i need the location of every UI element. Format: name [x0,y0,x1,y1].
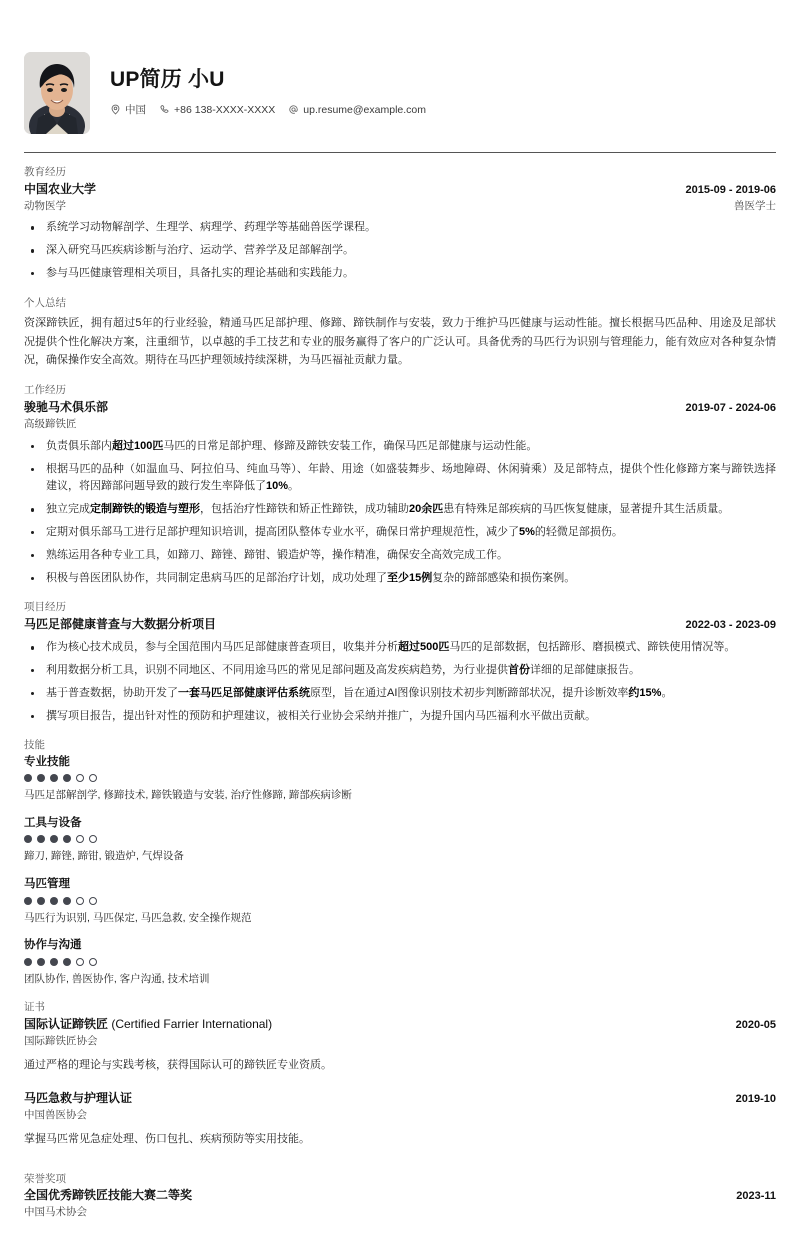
section-education [24,165,776,283]
section-summary [24,296,776,370]
skill-dot-filled [63,958,71,966]
section-awards [24,1172,776,1221]
certificate-org: 中国兽医协会 [24,1109,87,1122]
award-entry [24,1187,776,1221]
certificate-description: 掌握马匹常见急症处理、伤口包扎、疾病预防等实用技能。 [24,1133,310,1146]
award-title: 全国优秀蹄铁匠技能大赛二等奖 [24,1188,193,1203]
identity-block [110,67,776,119]
education-bullets [24,219,776,282]
section-label-project: 项目经历 [24,601,66,614]
bullet-item: 系统学习动物解剖学、生理学、病理学、药理学等基础兽医学课程。 [24,219,776,237]
spacer [24,1076,776,1084]
skill-dot-empty [76,958,84,966]
skill-dot-empty [76,774,84,782]
education-entry [24,181,776,283]
section-label-summary: 个人总结 [24,296,66,309]
skill-dot-filled [50,774,58,782]
contact-email-value: up.resume@example.com [303,103,426,116]
phone-icon [159,104,170,115]
section-work [24,383,776,587]
section-project [24,600,776,725]
certificate-entry [24,1090,776,1158]
skill-items: 马匹行为识别, 马匹保定, 马匹急救, 安全操作规范 [24,911,252,924]
certificate-date: 2019-10 [735,1093,776,1106]
bullet-item: 深入研究马匹疾病诊断与治疗、运动学、营养学及足部解剖学。 [24,242,776,260]
bullet-item: 根据马匹的品种（如温血马、阿拉伯马、纯血马等）、年龄、用途（如盛装舞步、场地障碍、休闲骑乘）及足部特点，提供个性化修蹄方案与蹄铁选择建议，将因蹄部问题导致的跛行发生率降低了10%。 [24,461,776,497]
contact-list [110,102,776,117]
bullet-item: 参与马匹健康管理相关项目，具备扎实的理论基础和实践能力。 [24,265,776,283]
skill-block [24,754,776,804]
spacer [24,1151,776,1159]
education-date: 2015-09 - 2019-06 [685,183,776,196]
award-org: 中国马术协会 [24,1206,87,1219]
skill-items: 团队协作, 兽医协作, 客户沟通, 技术培训 [24,972,210,985]
bullet-item: 熟练运用各种专业工具，如蹄刀、蹄锉、蹄钳、锻造炉等，操作精准，确保安全高效完成工作。 [24,547,776,565]
award-list [24,1187,776,1221]
resume-header [24,52,776,152]
skills-list [24,754,776,987]
skill-dot-filled [37,835,45,843]
email-at-icon [288,104,299,115]
bullet-item: 作为核心技术成员，参与全国范围内马匹足部健康普查项目，收集并分析超过500匹马匹的足部数据，包括蹄形、磨损模式、蹄铁使用情况等。 [24,639,776,657]
skill-level-dots [24,897,776,905]
contact-phone [159,104,275,116]
section-label-awards: 荣誉奖项 [24,1172,66,1185]
location-pin-icon [110,104,121,115]
work-bullets [24,438,776,588]
skill-block [24,876,776,926]
work-date: 2019-07 - 2024-06 [685,402,776,415]
certificate-org: 国际蹄铁匠协会 [24,1035,98,1048]
bullet-item: 利用数据分析工具，识别不同地区、不同用途马匹的常见足部问题及高发疾病趋势，为行业提供首份详细的足部健康报告。 [24,662,776,680]
skill-block [24,815,776,865]
certificate-date: 2020-05 [735,1019,776,1032]
certificate-list [24,1016,776,1159]
header-divider [24,152,776,153]
section-skills [24,738,776,987]
certificate-description: 通过严格的理论与实践考核，获得国际认可的蹄铁匠专业资质。 [24,1058,332,1071]
skill-dot-empty [89,835,97,843]
section-label-work: 工作经历 [24,384,66,397]
work-job-title: 高级蹄铁匠 [24,418,77,431]
bullet-item: 积极与兽医团队协作，共同制定患病马匹的足部治疗计划，成功处理了至少15例复杂的蹄部感染和损伤案例。 [24,570,776,588]
skill-name: 专业技能 [24,756,70,769]
skill-dot-empty [89,897,97,905]
bullet-item: 负责俱乐部内超过100匹马匹的日常足部护理、修蹄及蹄铁安装工作，确保马匹足部健康与运动性能。 [24,438,776,456]
skill-dot-filled [24,774,32,782]
skill-dot-empty [76,897,84,905]
education-major: 动物医学 [24,199,66,212]
avatar [24,52,90,134]
skill-level-dots [24,774,776,782]
contact-phone-value: +86 138-XXXX-XXXX [174,103,276,116]
section-label-certificates: 证书 [24,1001,45,1014]
award-date: 2023-11 [736,1190,776,1203]
skill-dot-filled [37,958,45,966]
contact-email [288,104,426,116]
skill-dot-filled [24,897,32,905]
certificate-entry [24,1016,776,1084]
section-label-skills: 技能 [24,739,45,752]
skill-dot-filled [37,897,45,905]
bullet-item: 基于普查数据，协助开发了一套马匹足部健康评估系统原型，旨在通过AI图像识别技术初步判断蹄部状况，提升诊断效率约15%。 [24,685,776,703]
section-certificates [24,1000,776,1158]
skill-dot-filled [63,774,71,782]
skill-dot-filled [50,835,58,843]
certificate-title: 马匹急救与护理认证 [24,1091,133,1106]
summary-text: 资深蹄铁匠，拥有超过5年的行业经验，精通马匹足部护理、修蹄、蹄铁制作与安装，致力于维护马匹健康与运动性能。擅长根据马匹品种、用途及足部状况提供个性化解决方案，注重细节，以卓越的手工技艺和专业的服务赢得了客户的广泛认可。具备优秀的马匹行为识别与管理能力，能有效应对各种复杂情况，确保操作安全高效。期待在马匹护理领域持续深耕，为马匹福祉贡献力量。 [24,316,776,367]
bullet-item: 撰写项目报告，提出针对性的预防和护理建议，被相关行业协会采纳并推广，为提升国内马匹福利水平做出贡献。 [24,708,776,726]
skill-name: 协作与沟通 [24,939,82,952]
skill-dot-filled [24,835,32,843]
skill-dot-empty [89,774,97,782]
skill-items: 蹄刀, 蹄锉, 蹄钳, 锻造炉, 气焊设备 [24,850,184,863]
education-degree: 兽医学士 [734,199,776,212]
skill-name: 工具与设备 [24,817,82,830]
project-title: 马匹足部健康普查与大数据分析项目 [24,617,217,632]
portrait-photo-icon [24,52,90,134]
skill-level-dots [24,835,776,843]
project-entry [24,616,776,725]
work-company: 骏驰马术俱乐部 [24,400,109,415]
skill-items: 马匹足部解剖学, 修蹄技术, 蹄铁锻造与安装, 治疗性修蹄, 蹄部疾病诊断 [24,789,352,802]
skill-dot-filled [50,897,58,905]
contact-location-value: 中国 [125,104,146,117]
skill-dot-filled [37,774,45,782]
skill-dot-empty [89,958,97,966]
bullet-item: 独立完成定制蹄铁的锻造与塑形，包括治疗性蹄铁和矫正性蹄铁，成功辅助20余匹患有特殊足部疾病的马匹恢复健康，显著提升其生活质量。 [24,501,776,519]
education-school: 中国农业大学 [24,181,97,196]
page-title: UP简历 小U [110,67,225,91]
certificate-title: 国际认证蹄铁匠 (Certified Farrier International) [24,1017,273,1032]
section-label-education: 教育经历 [24,166,66,178]
project-date: 2022-03 - 2023-09 [685,619,776,632]
skill-dot-empty [76,835,84,843]
skill-level-dots [24,958,776,966]
skill-block [24,937,776,987]
skill-dot-filled [63,835,71,843]
project-bullets [24,639,776,725]
skill-dot-filled [24,958,32,966]
skill-dot-filled [50,958,58,966]
work-entry [24,399,776,587]
contact-location [110,102,146,117]
skill-name: 马匹管理 [24,878,70,891]
bullet-item: 定期对俱乐部马工进行足部护理知识培训，提高团队整体专业水平，确保日常护理规范性，减少了5%的轻微足部损伤。 [24,524,776,542]
skill-dot-filled [63,897,71,905]
